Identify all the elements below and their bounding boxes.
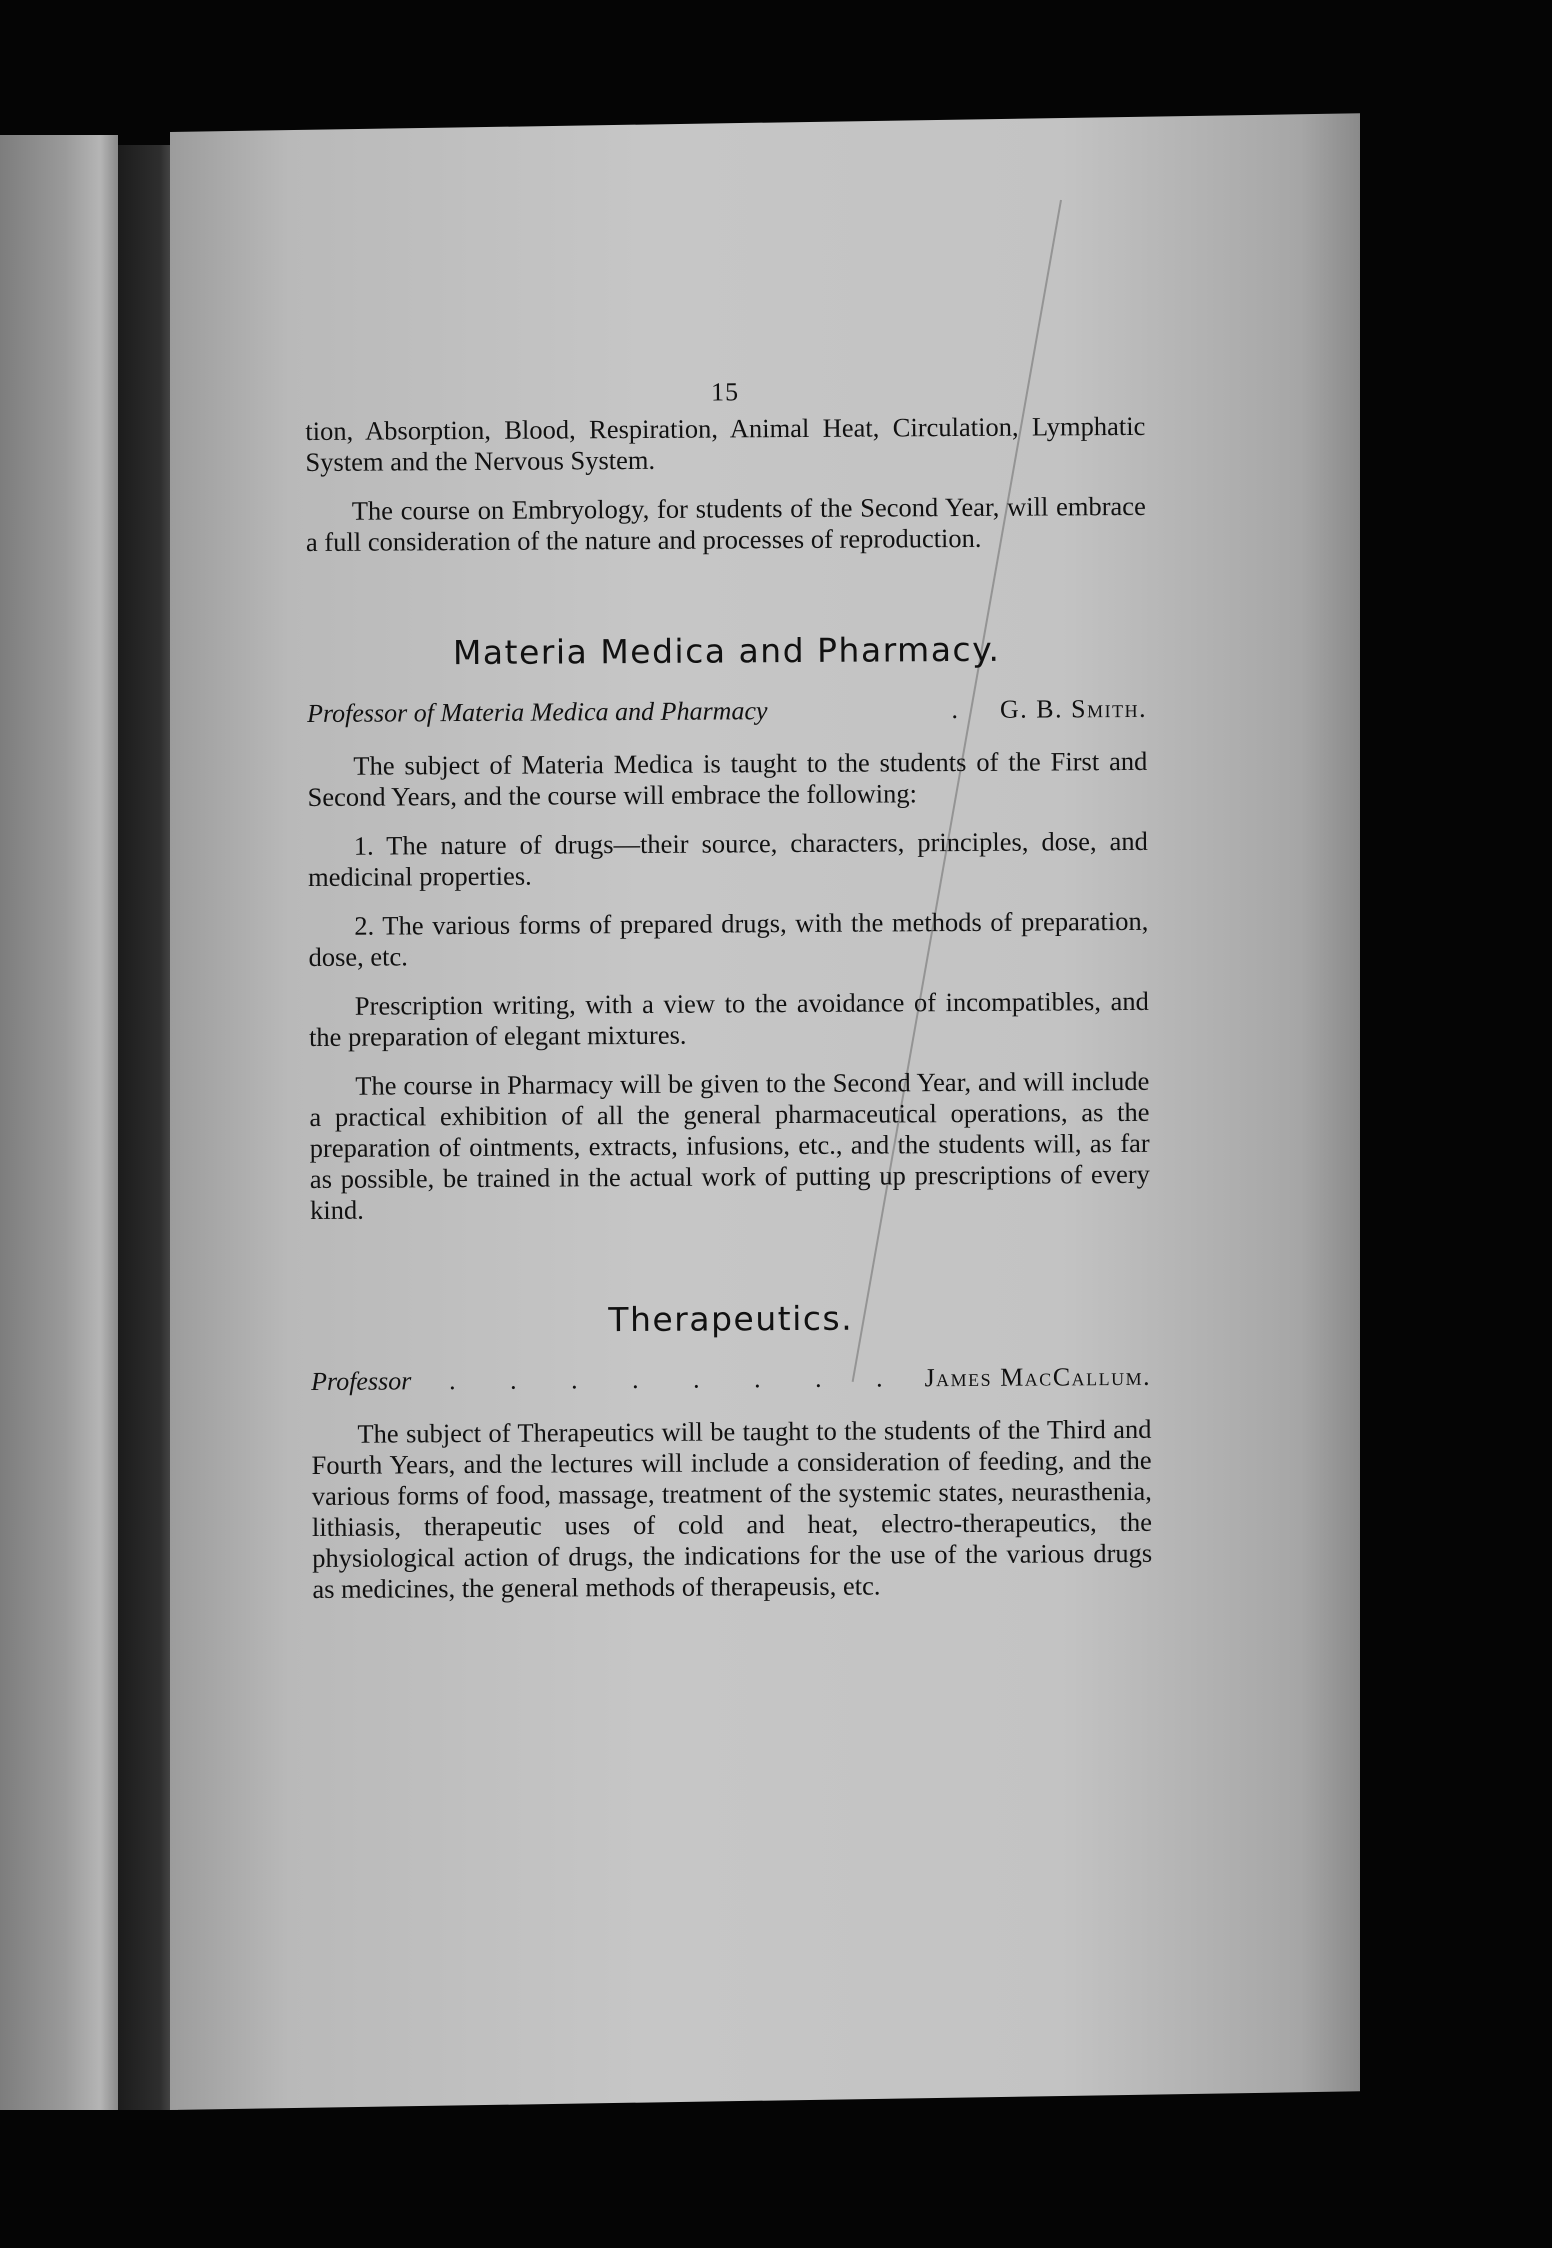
professor-name: G. B. Smith. <box>999 693 1148 724</box>
therapeutics-section <box>311 1297 1153 1605</box>
left-page-edge <box>0 135 118 2110</box>
leader-dots: . . . . . . . . <box>448 1363 907 1396</box>
professor-line <box>307 694 1147 729</box>
leader-dots: . <box>951 694 983 725</box>
body-paragraph: The course in Pharmacy will be given to the Second Year, and will include a practical exhibition of all the general pharmaceutical operations, as the preparation of ointments, extracts, infusions, etc., and the students will, as far as possible, be trained in the actual work of putting up prescriptions of every kind. <box>309 1065 1150 1225</box>
section-heading-materia-medica: Materia Medica and Pharmacy. <box>452 629 1001 673</box>
list-item: 1. The nature of drugs—their source, characters, principles, dose, and medicinal properties. <box>307 825 1148 892</box>
professor-line <box>311 1362 1151 1397</box>
professor-title: Professor of Materia Medica and Pharmacy <box>306 696 768 728</box>
page-number: 15 <box>710 377 740 407</box>
list-item: 2. The various forms of prepared drugs, with the methods of preparation, dose, etc. <box>308 905 1149 972</box>
professor-title: Professor <box>311 1366 412 1396</box>
professor-name: James MacCallum. <box>924 1361 1152 1393</box>
intro-paragraph-1: tion, Absorption, Blood, Respiration, Animal Heat, Circulation, Lymphatic System and the Nervous System. <box>305 410 1146 477</box>
section-heading-therapeutics: Therapeutics. <box>608 1298 854 1340</box>
book-spine <box>118 145 178 2110</box>
materia-medica-section <box>307 629 1151 1226</box>
body-paragraph: Prescription writing, with a view to the avoidance of incompatibles, and the preparation of elegant mixtures. <box>308 985 1149 1052</box>
page-text <box>305 375 1152 1605</box>
body-paragraph: The subject of Materia Medica is taught to the students of the First and Second Years, and the course will embrace the following: <box>307 745 1148 812</box>
intro-paragraph-2: The course on Embryology, for students of the Second Year, will embrace a full consideration of the nature and processes of reproduction. <box>305 490 1146 557</box>
body-paragraph: The subject of Therapeutics will be taught to the students of the Third and Fourth Years, and the lectures will include a consideration of feeding, and the various forms of food, massage, treatment of the systemic states, neurasthenia, lithiasis, therapeutic uses of cold and heat, electro-therapeutics, the physiological action of drugs, the indications for the use of the various drugs as medicines, the general methods of therapeusis, etc. <box>311 1413 1153 1604</box>
